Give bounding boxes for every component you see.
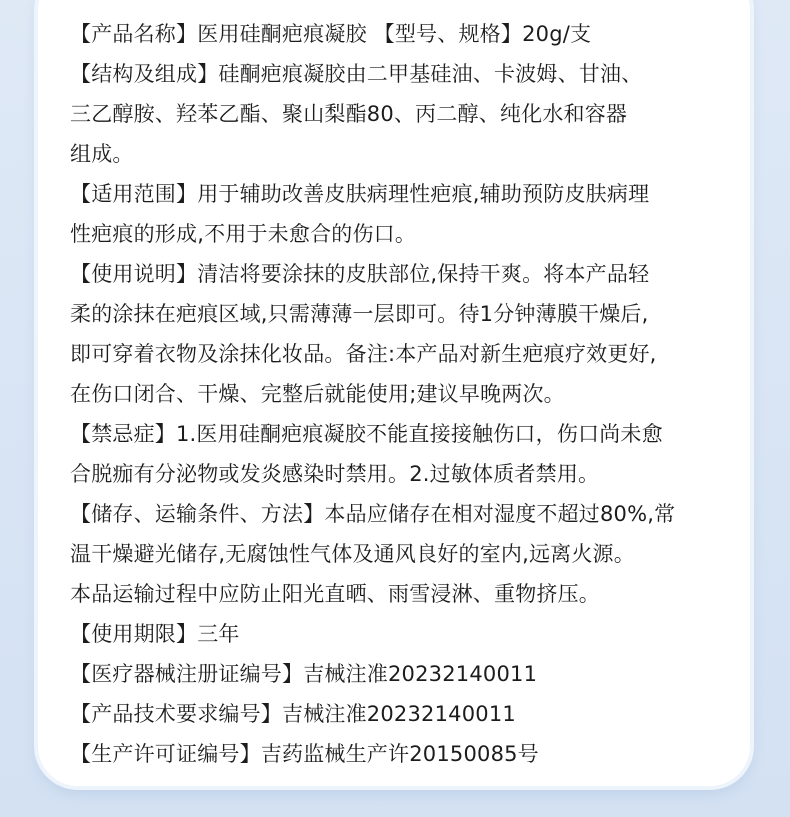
line-contraindications: 合脱痂有分泌物或发炎感染时禁用。2.过敏体质者禁用。 — [70, 462, 600, 486]
line-scope: 性疤痕的形成,不用于未愈合的伤口。 — [70, 222, 417, 246]
line-technical-requirement-number: 【产品技术要求编号】吉械注准20232140011 — [70, 702, 516, 726]
product-info-text — [70, 14, 730, 774]
line-storage: 温干燥避光储存,无腐蚀性气体及通风良好的室内,远离火源。 — [70, 542, 635, 566]
line-composition: 三乙醇胺、羟苯乙酯、聚山梨酯80、丙二醇、纯化水和容器 — [70, 102, 628, 126]
line-scope: 【适用范围】用于辅助改善皮肤病理性疤痕,辅助预防皮肤病理 — [70, 182, 650, 206]
line-instructions: 在伤口闭合、干燥、完整后就能使用;建议早晚两次。 — [70, 382, 565, 406]
line-production-license-number: 【生产许可证编号】吉药监械生产许20150085号 — [70, 742, 539, 766]
line-storage: 本品运输过程中应防止阳光直晒、雨雪浸淋、重物挤压。 — [70, 582, 600, 606]
line-instructions: 即可穿着衣物及涂抹化妆品。备注:本产品对新生疤痕疗效更好, — [70, 342, 657, 366]
line-product-name: 【产品名称】医用硅酮疤痕凝胶 【型号、规格】20g/支 — [70, 22, 592, 46]
line-instructions: 【使用说明】清洁将要涂抹的皮肤部位,保持干爽。将本产品轻 — [70, 262, 650, 286]
line-instructions: 柔的涂抹在疤痕区域,只需薄薄一层即可。待1分钟薄膜干燥后, — [70, 302, 649, 326]
line-composition: 【结构及组成】硅酮疤痕凝胶由二甲基硅油、卡波姆、甘油、 — [70, 62, 643, 86]
line-composition: 组成。 — [70, 142, 134, 166]
line-shelf-life: 【使用期限】三年 — [70, 622, 240, 646]
line-contraindications: 【禁忌症】1.医用硅酮疤痕凝胶不能直接接触伤口，伤口尚未愈 — [70, 422, 663, 446]
line-registration-number: 【医疗器械注册证编号】吉械注准20232140011 — [70, 662, 538, 686]
line-storage: 【储存、运输条件、方法】本品应储存在相对湿度不超过80%,常 — [70, 502, 676, 526]
